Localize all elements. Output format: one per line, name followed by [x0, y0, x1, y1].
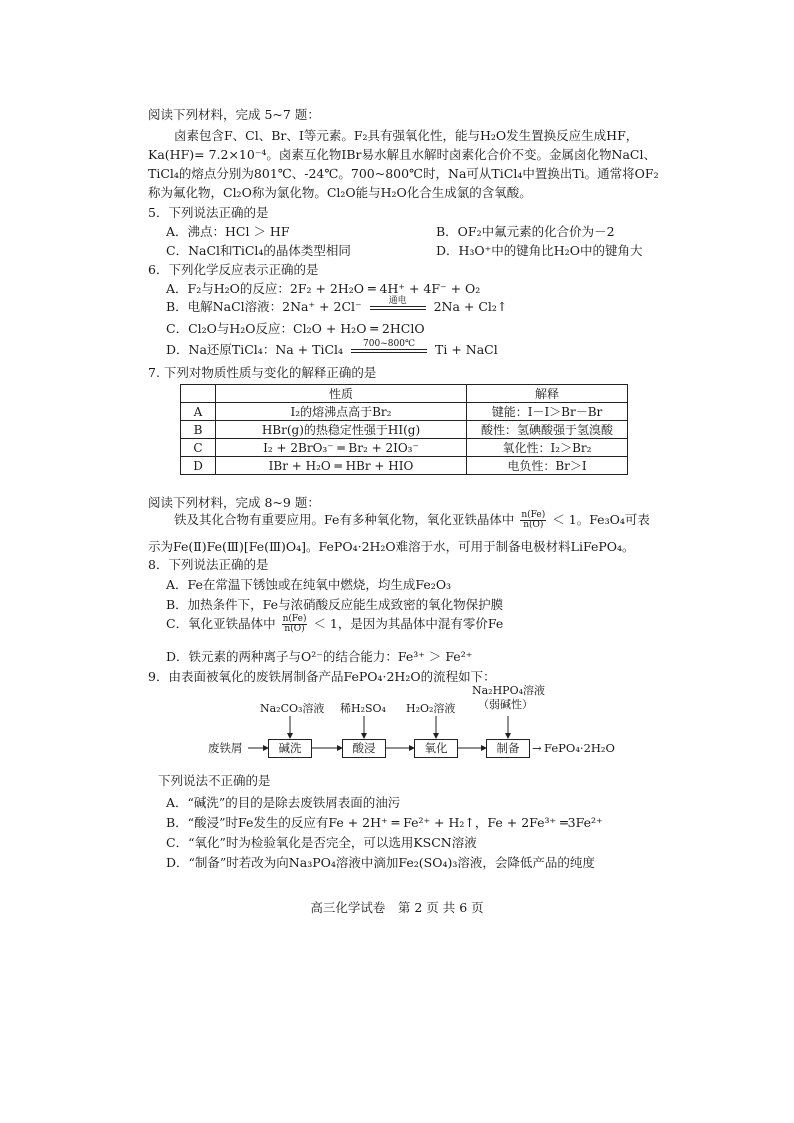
q8-c-text-b: ＜ 1，是因为其晶体中混有零价Fe — [313, 616, 504, 631]
flow-step-oxidation: 氧化 — [414, 739, 458, 758]
q9-option-c: C．“氧化”时为检验氧化是否完全，可以选用KSCN溶液 — [166, 835, 477, 850]
intro-materials-5-7: 阅读下列材料，完成 5~7 题： — [148, 107, 320, 122]
q7-row-property: IBr + H₂O ═ HBr + HIO — [216, 457, 467, 475]
q9-option-b: B．“酸浸”时Fe发生的反应有Fe + 2H⁺ ═ Fe²⁺ + H₂↑，Fe + 2Fe³⁺ ═3Fe²⁺ — [166, 815, 603, 830]
fraction-denominator: n(O) — [523, 520, 544, 530]
q7-row-label: D — [181, 457, 216, 475]
q6-d-reactants: D．Na还原TiCl₄：Na + TiCl₄ — [166, 342, 344, 357]
q7-table-header — [181, 385, 628, 403]
q6-option-d — [166, 339, 498, 358]
flow-step-preparation: 制备 — [486, 739, 530, 758]
reagent-h2so4: 稀H₂SO₄ — [340, 702, 386, 715]
q5-option-d: D．H₃O⁺中的键角比H₂O中的键角大 — [436, 243, 643, 258]
q5-option-b: B．OF₂中氟元素的化合价为－2 — [436, 224, 615, 239]
flow-start-label: 废铁屑 — [208, 741, 243, 755]
q9-option-d: D．“制备”时若改为向Na₃PO₄溶液中滴加Fe₂(SO₄)₃溶液，会降低产品的纯度 — [166, 855, 595, 870]
fraction-denominator: n(O) — [284, 624, 305, 634]
page-footer: 高三化学试卷 第 2 页 共 6 页 — [310, 900, 484, 915]
q7-row-label: C — [181, 439, 216, 457]
q6-d-condition: 700~800℃ — [363, 339, 416, 349]
q8-stem: 8．下列说法正确的是 — [148, 557, 269, 572]
ratio-fraction — [282, 615, 308, 634]
material-iron-line1 — [174, 510, 650, 530]
q7-stem: 7. 下列对物质性质与变化的解释正确的是 — [148, 365, 377, 380]
q6-option-b — [166, 296, 507, 315]
q8-option-b: B．加热条件下，Fe与浓硝酸反应能生成致密的氧化物保护膜 — [166, 597, 504, 612]
fraction-numerator: n(Fe) — [521, 510, 546, 520]
material-iron-line2: 示为Fe(Ⅱ)Fe(Ⅲ)[Fe(Ⅲ)O₄]。FePO₄·2H₂O难溶于水，可用于制备电极材料LiFePO₄。 — [148, 539, 635, 554]
q7-row-explanation: 酸性：氢碘酸强于氢溴酸 — [467, 421, 628, 439]
q9-stem: 9．由表面被氧化的废铁屑制备产品FePO₄·2H₂O的流程如下： — [148, 669, 496, 684]
q7-row-explanation: 键能：I－I＞Br－Br — [467, 403, 628, 421]
q9-question: 下列说法不正确的是 — [158, 773, 271, 788]
intro-materials-8-9: 阅读下列材料，完成 8~9 题： — [148, 495, 320, 510]
q6-b-arrow — [370, 296, 426, 315]
q6-stem: 6．下列化学反应表示正确的是 — [148, 262, 319, 277]
q8-option-d: D．铁元素的两种离子与O²⁻的结合能力：Fe³⁺ ＞ Fe²⁺ — [166, 649, 473, 664]
material-halogens: 卤素包含F、Cl、Br、I等元素。F₂具有强氧化性，能与H₂O发生置换反应生成HF，Ka(HF)= 7.2×10⁻⁴。卤素互化物IBr易水解且水解时卤素化合价不变。金属卤化物NaCl、TiCl₄的熔点分别为801℃、-24℃。700~800℃时，Na可从TiCl₄中置换出Ti。通常将OF₂称为氟化物，Cl₂O称为氯化物。Cl₂O能与H₂O化合生成氯的含氧酸。 — [148, 128, 659, 200]
q7-table — [180, 384, 628, 475]
material-iron-text-b: ＜ 1。Fe₃O₄可表 — [552, 512, 650, 527]
q8-option-a: A．Fe在常温下锈蚀或在纯氧中燃烧，均生成Fe₂O₃ — [166, 577, 452, 592]
q7-row-property: HBr(g)的热稳定性强于HI(g) — [216, 421, 467, 439]
table-row — [181, 421, 628, 439]
q7-row-property: I₂ + 2BrO₃⁻ ═ Br₂ + 2IO₃⁻ — [216, 439, 467, 457]
q7-row-label: B — [181, 421, 216, 439]
table-row — [181, 439, 628, 457]
q6-b-products: 2Na + Cl₂↑ — [433, 299, 508, 314]
reagent-na2hpo4: Na₂HPO₄溶液 — [472, 684, 546, 697]
q6-option-a: A．F₂与H₂O的反应：2F₂ + 2H₂O ═ 4H⁺ + 4F⁻ + O₂ — [166, 281, 481, 296]
q6-d-products: Ti + NaCl — [435, 342, 498, 357]
reagent-na2co3: Na₂CO₃溶液 — [260, 702, 325, 715]
flow-product-arrow: → — [532, 741, 542, 755]
table-row — [181, 457, 628, 475]
q8-c-text-a: C．氧化亚铁晶体中 — [166, 616, 276, 631]
q6-option-c: C．Cl₂O与H₂O反应：Cl₂O + H₂O ═ 2HClO — [166, 321, 425, 336]
fraction-numerator: n(Fe) — [282, 614, 307, 624]
q7-header-explanation: 解释 — [467, 385, 628, 403]
q7-row-explanation: 电负性：Br＞I — [467, 457, 628, 475]
flow-step-alkali-wash: 碱洗 — [268, 739, 312, 758]
q7-row-property: I₂的熔沸点高于Br₂ — [216, 403, 467, 421]
q7-row-explanation: 氧化性：I₂＞Br₂ — [467, 439, 628, 457]
flow-product-label: FePO₄·2H₂O — [544, 741, 615, 755]
q6-b-condition: 通电 — [388, 296, 407, 306]
process-flow-diagram — [208, 684, 588, 758]
q6-b-reactants: B．电解NaCl溶液：2Na⁺ + 2Cl⁻ — [166, 299, 362, 314]
q8-option-c — [166, 614, 503, 634]
reagent-condition: （弱碱性） — [478, 698, 533, 711]
table-row — [181, 403, 628, 421]
material-iron-text-a: 铁及其化合物有重要应用。Fe有多种氧化物，氧化亚铁晶体中 — [174, 512, 515, 527]
q5-stem: 5．下列说法正确的是 — [148, 205, 269, 220]
flow-step-acid-leach: 酸浸 — [342, 739, 386, 758]
q7-header-cell — [181, 385, 216, 403]
q5-option-a: A．沸点：HCl ＞ HF — [166, 224, 290, 239]
q7-header-property: 性质 — [216, 385, 467, 403]
ratio-fraction — [520, 511, 546, 530]
q5-option-c: C．NaCl和TiCl₄的晶体类型相同 — [166, 243, 351, 258]
reagent-h2o2: H₂O₂溶液 — [406, 702, 456, 715]
q6-d-arrow — [351, 339, 427, 358]
q9-option-a: A．“碱洗”的目的是除去废铁屑表面的油污 — [166, 795, 401, 810]
q7-row-label: A — [181, 403, 216, 421]
